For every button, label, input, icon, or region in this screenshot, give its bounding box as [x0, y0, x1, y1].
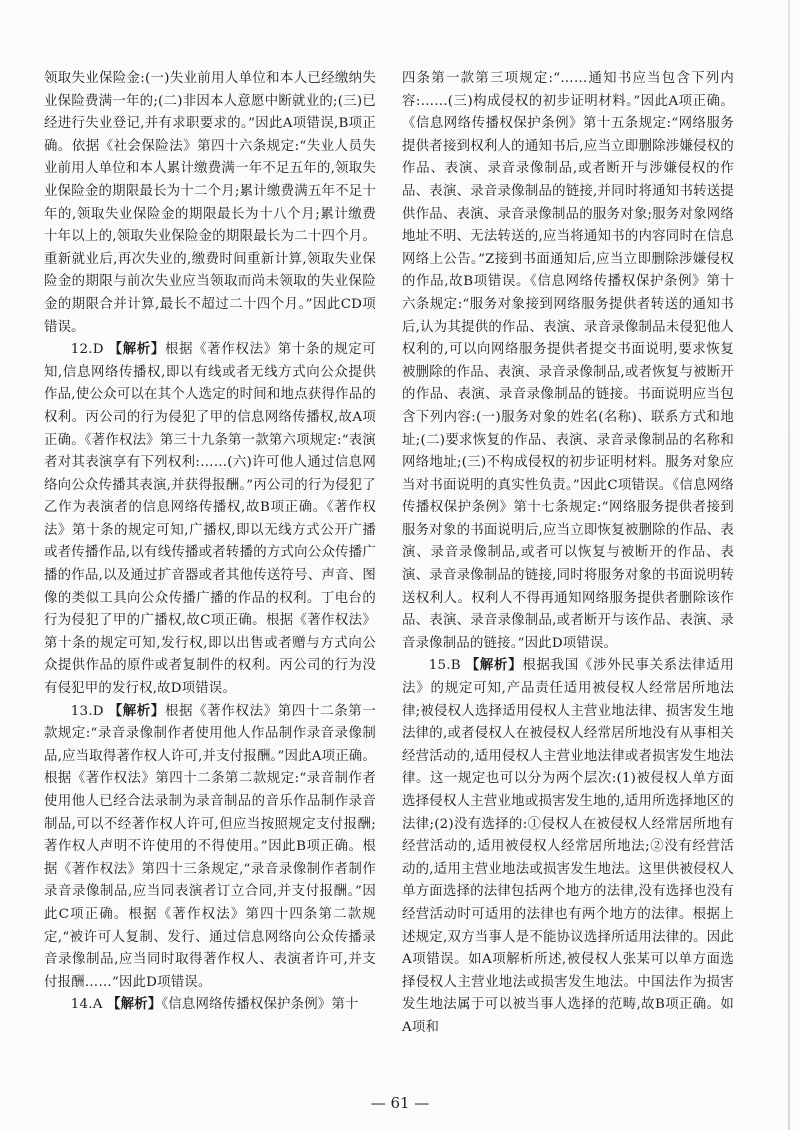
answer-text: 《信息网络传播权保护条例》第十	[161, 997, 359, 1013]
paragraph-continuation: 领取失业保险金:(一)失业前用人单位和本人已经缴纳失业保险费满一年的;(二)非因本人意愿中断就业的;(三)已经进行失业登记,并有求职要求的。”因此A项错误,B项正确。依据《社会保险法》第四十六条规定:“失业人员失业前用人单位和本人累计缴费满一年不足五年的,领取失业保险金的期限最长为十二个月;累计缴费满五年不足十年的,领取失业保险金的期限最长为十八个月;累计缴费十年以上的,领取失业保险金的期限最长为二十四个月。重新就业后,再次失业的,缴费时间重新计算,领取失业保险金的期限与前次失业应当领取而尚未领取的失业保险金的期限合并计算,最长不超过二十四个月。”因此CD项错误。	[44, 71, 376, 335]
answer-number: 15.B	[428, 658, 461, 674]
left-column	[44, 68, 376, 1017]
answer-13	[44, 701, 376, 995]
analysis-tag: 【解析】	[465, 658, 523, 674]
paragraph-continuation: 四条第一款第三项规定:“……通知书应当包含下列内容:……(三)构成侵权的初步证明材料。”因此A项正确。《信息网络传播权保护条例》第十五条规定:“网络服务提供者接到权利人的通知书后,应当立即删除涉嫌侵权的作品、表演、录音录像制品,或者断开与涉嫌侵权的作品、表演、录音录像制品的链接,并同时将通知书转送提供作品、表演、录音录像制品的服务对象;服务对象网络地址不明、无法转送的,应当将通知书的内容同时在信息网络上公告。”Z接到书面通知后,应当立即删除涉嫌侵权的作品,故B项错误。《信息网络传播权保护条例》第十六条规定:“服务对象接到网络服务提供者转送的通知书后,认为其提供的作品、表演、录音录像制品未侵犯他人权利的,可以向网络服务提供者提交书面说明,要求恢复被删除的作品、表演、录音录像制品,或者恢复与被断开的作品、表演、录音录像制品的链接。书面说明应当包含下列内容:(一)服务对象的姓名(名称)、联系方式和地址;(二)要求恢复的作品、表演、录音录像制品的名称和网络地址;(三)不构成侵权的初步证明材料。服务对象应当对书面说明的真实性负责。”因此C项错误。《信息网络传播权保护条例》第十七条规定:“网络服务提供者接到服务对象的书面说明后,应当立即恢复被删除的作品、表演、录音录像制品,或者可以恢复与被断开的作品、表演、录音录像制品的链接,同时将服务对象的书面说明转送权利人。权利人不得再通知网络服务提供者删除该作品、表演、录音录像制品,或者断开与该作品、表演、录音录像制品的链接。”因此D项错误。	[402, 71, 734, 651]
page-edge-divider	[788, 0, 790, 1130]
answer-text: 根据《著作权法》第四十二条第一款规定:“录音录像制作者使用他人作品制作录音录像制品,应当取得著作权人许可,并支付报酬。”因此A项正确。根据《著作权法》第四十二条第二款规定:“录音制作者使用他人已经合法录制为录音制品的音乐作品制作录音制品,可以不经著作权人许可,但应当按照规定支付报酬;著作权人声明不许使用的不得使用。”因此B项正确。根据《著作权法》第四十三条规定,“录音录像制作者制作录音录像制品,应当同表演者订立合同,并支付报酬。”因此C项正确。根据《著作权法》第四十四条第二款规定,“被许可人复制、发行、通过信息网络向公众传播录音录像制品,应当同时取得著作权人、表演者许可,并支付报酬……”因此D项错误。	[44, 703, 376, 990]
answer-number: 13.D	[70, 703, 104, 719]
page-number: — 61 —	[370, 1094, 430, 1112]
analysis-tag: 【解析】	[107, 997, 162, 1013]
answer-12	[44, 339, 376, 701]
answer-15	[402, 655, 734, 1039]
answer-text: 根据《著作权法》第十条的规定可知,信息网络传播权,即以有线或者无线方式向公众提供作品,使公众可以在其个人选定的时间和地点获得作品的权利。丙公司的行为侵犯了甲的信息网络传播权,故A项正确。《著作权法》第三十九条第一款第六项规定:“表演者对其表演享有下列权利:……(六)许可他人通过信息网络向公众传播其表演,并获得报酬。”丙公司的行为侵犯了乙作为表演者的信息网络传播权,故B项正确。《著作权法》第十条的规定可知,广播权,即以无线方式公开广播或者传播作品,以有线传播或者转播的方式向公众传播广播的作品,以及通过扩音器或者其他传送符号、声音、图像的类似工具向公众传播广播的作品的权利。丁电台的行为侵犯了甲的广播权,故C项正确。根据《著作权法》第十条的规定可知,发行权,即以出售或者赠与方式向公众提供作品的原件或者复制件的权利。丙公司的行为没有侵犯甲的发行权,故D项错误。	[44, 342, 376, 697]
right-column	[402, 68, 734, 1040]
analysis-tag: 【解析】	[108, 703, 166, 719]
analysis-tag: 【解析】	[108, 342, 166, 358]
answer-number: 12.D	[70, 342, 104, 358]
answer-text: 根据我国《涉外民事关系法律适用法》的规定可知,产品责任适用被侵权人经常居所地法律;被侵权人选择适用侵权人主营业地法律、损害发生地法律的,或者侵权人在被侵权人经常居所地没有从事相关经营活动的,适用侵权人主营业地法律或者损害发生地法律。这一规定也可以分为两个层次:(1)被侵权人单方面选择侵权人主营业地或损害发生地的,适用所选择地区的法律;(2)没有选择的:①侵权人在被侵权人经常居所地有经营活动的,适用被侵权人经常居所地法;②没有经营活动的,适用主营业地法或损害发生地法。这里供被侵权人单方面选择的法律包括两个地方的法律,没有选择也没有经营活动时可适用的法律也有两个地方的法律。根据上述规定,双方当事人是不能协议选择所适用法律的。因此A项错误。如A项解析所述,被侵权人张某可以单方面选择侵权人主营业地法或损害发生地法。中国法作为损害发生地法属于可以被当事人选择的范畴,故B项正确。如A项和	[402, 658, 734, 1035]
answer-number: 14.A	[70, 997, 103, 1013]
answer-14	[44, 994, 376, 1017]
